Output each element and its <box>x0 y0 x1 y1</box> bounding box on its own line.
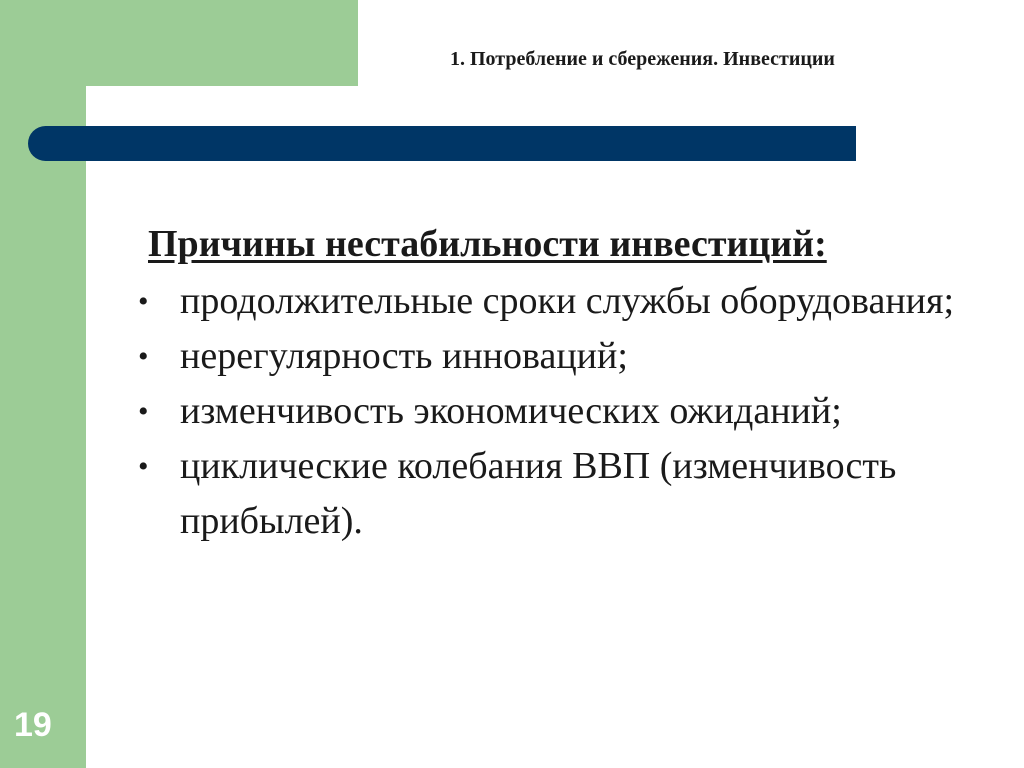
list-item <box>130 274 990 329</box>
bullet-icon: • <box>138 285 149 318</box>
slide-header-title: 1. Потребление и сбережения. Инвестиции <box>450 48 835 70</box>
list-item <box>130 439 990 549</box>
list-item <box>130 384 990 439</box>
bullet-icon: • <box>138 340 149 373</box>
green-sidebar-decoration <box>0 0 86 768</box>
title-bar-decoration <box>28 126 856 161</box>
bullet-list <box>130 274 990 549</box>
list-item <box>130 329 990 384</box>
bullet-text: продолжительные сроки службы оборудования; <box>180 280 955 322</box>
bullet-text: изменчивость экономических ожиданий; <box>180 390 842 432</box>
bullet-icon: • <box>138 450 149 483</box>
page-number: 19 <box>14 706 52 744</box>
bullet-text: нерегулярность инноваций; <box>180 335 628 377</box>
green-top-decoration <box>0 0 358 86</box>
bullet-icon: • <box>138 395 149 428</box>
slide-heading: Причины нестабильности инвестиций: <box>148 223 827 265</box>
bullet-text: циклические колебания ВВП (изменчивость прибылей). <box>180 445 897 542</box>
slide-content <box>130 214 990 549</box>
